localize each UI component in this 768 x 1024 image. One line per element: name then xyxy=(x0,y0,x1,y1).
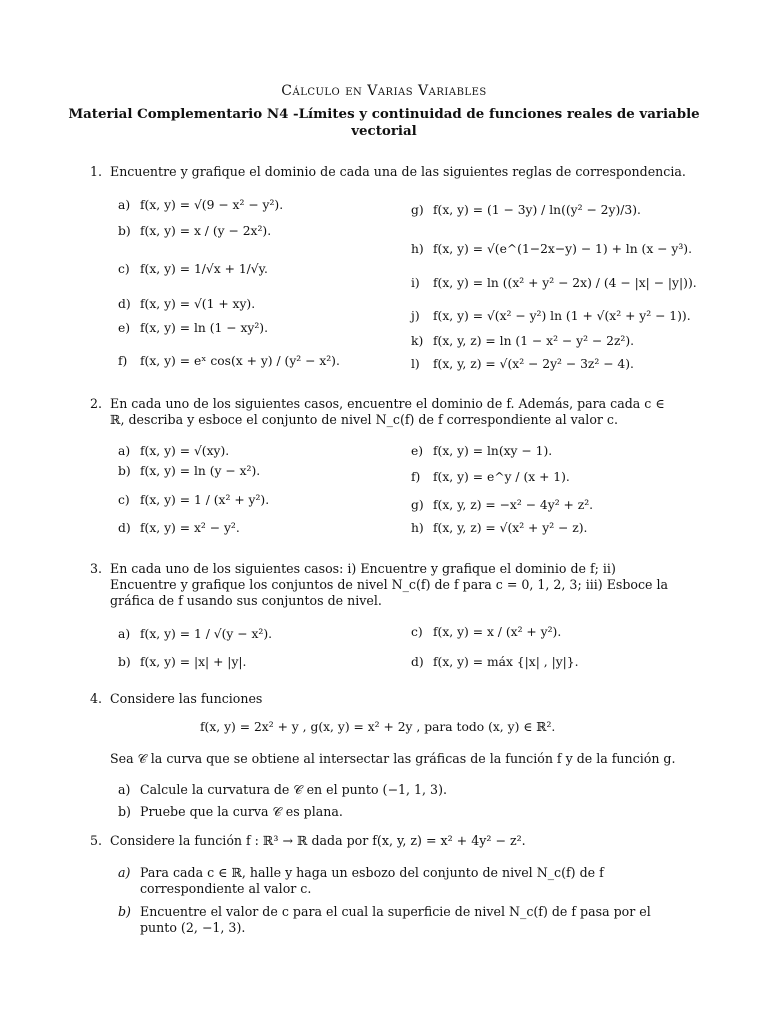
problem-1-item xyxy=(118,198,283,212)
problem-1-item xyxy=(118,297,255,311)
problem-2-item xyxy=(118,493,269,507)
item-expression: f(x, y) = x / (x² + y²). xyxy=(433,625,562,639)
document-title: Material Complementario N4 -Límites y continuidad de funciones reales de variable vectorial xyxy=(68,106,700,139)
item-label: b) xyxy=(118,904,131,919)
item-label: i) xyxy=(411,276,420,290)
item-label: l) xyxy=(411,357,420,371)
problem-4-equation: f(x, y) = 2x² + y , g(x, y) = x² + 2y , para todo (x, y) ∈ ℝ². xyxy=(200,720,556,734)
item-expression: f(x, y) = 1 / (x² + y²). xyxy=(140,493,270,507)
item-expression: f(x, y) = máx {|x| , |y|}. xyxy=(433,655,579,669)
problem-4-statement: Considere las funciones xyxy=(110,691,263,706)
problem-2-statement: En cada uno de los siguientes casos, encuentre el dominio de f. Además, para cada c ∈ ℝ, describa y esboce el conjunto de nivel N_c(f) de f correspondiente al valor c. xyxy=(110,396,665,427)
problem-3-item xyxy=(411,625,561,639)
problem-4-item xyxy=(118,782,447,798)
item-label: k) xyxy=(411,334,424,348)
item-expression: f(x, y) = ln ((x² + y² − 2x) / (4 − |x| − |y|)). xyxy=(433,276,697,290)
item-label: a) xyxy=(118,627,131,641)
problem-1-item xyxy=(118,224,271,238)
problem-4-number: 4. xyxy=(90,691,103,706)
item-expression: f(x, y) = ln (1 − xy²). xyxy=(140,321,268,335)
item-expression: f(x, y) = √(xy). xyxy=(140,444,230,458)
problem-4-continuation: Sea 𝒞 la curva que se obtiene al intersectar las gráficas de la función f y de la función g. xyxy=(110,751,676,766)
problem-3-item xyxy=(118,655,246,669)
item-text: Encuentre el valor de c para el cual la superficie de nivel N_c(f) de f pasa por el punto (2, −1, 3). xyxy=(140,904,651,935)
item-label: j) xyxy=(411,309,420,323)
problem-3-item xyxy=(411,655,579,669)
problem-2-item xyxy=(411,470,570,484)
item-expression: f(x, y) = 1 / √(y − x²). xyxy=(140,627,273,641)
item-expression: f(x, y) = √(9 − x² − y²). xyxy=(140,198,284,212)
item-expression: f(x, y) = eˣ cos(x + y) / (y² − x²). xyxy=(140,354,340,368)
problem-3-statement: En cada uno de los siguientes casos: i) Encuentre y grafique el dominio de f; ii) Encuentre y grafique los conjuntos de nivel N_c(f) de f para c = 0, 1, 2, 3; iii) Esboce la gráfica de f usando sus conjuntos de nivel. xyxy=(110,561,669,608)
item-label: f) xyxy=(411,470,421,484)
item-text: Pruebe que la curva 𝒞 es plana. xyxy=(140,804,343,819)
problem-1-item xyxy=(411,242,692,256)
item-expression: f(x, y) = x² − y². xyxy=(140,521,240,535)
item-expression: f(x, y) = ln(xy − 1). xyxy=(433,444,553,458)
problem-5-statement: Considere la función f : ℝ³ → ℝ dada por f(x, y, z) = x² + 4y² − z². xyxy=(110,833,526,848)
item-label: d) xyxy=(118,297,131,311)
item-expression: f(x, y) = (1 − 3y) / ln((y² − 2y)/3). xyxy=(433,203,641,217)
item-expression: f(x, y) = x / (y − 2x²). xyxy=(140,224,272,238)
item-label: e) xyxy=(118,321,131,335)
problem-1-item xyxy=(118,354,340,368)
item-expression: f(x, y) = |x| + |y|. xyxy=(140,655,247,669)
problem-1-item xyxy=(118,262,268,276)
problem-5-item xyxy=(118,865,682,897)
item-expression: f(x, y) = √(e^(1−2x−y) − 1) + ln (x − y³). xyxy=(433,242,692,256)
item-label: c) xyxy=(118,262,130,276)
problem-2-item xyxy=(118,521,240,535)
item-expression: f(x, y, z) = ln (1 − x² − y² − 2z²). xyxy=(433,334,635,348)
problem-1-item xyxy=(411,334,634,348)
problem-3-item xyxy=(118,627,272,641)
item-label: b) xyxy=(118,804,131,819)
item-expression: f(x, y, z) = √(x² + y² − z). xyxy=(433,521,588,535)
problem-2-item xyxy=(118,444,229,458)
item-expression: f(x, y) = √(1 + xy). xyxy=(140,297,256,311)
item-label: b) xyxy=(118,464,131,478)
problem-2-item xyxy=(118,464,260,478)
problem-3-number: 3. xyxy=(90,561,103,576)
item-expression: f(x, y) = e^y / (x + 1). xyxy=(433,470,570,484)
item-label: a) xyxy=(118,198,131,212)
item-expression: f(x, y) = √(x² − y²) ln (1 + √(x² + y² − 1)). xyxy=(433,309,691,323)
problem-1-item xyxy=(411,357,634,371)
problem-5-item xyxy=(118,904,682,936)
problem-5-number: 5. xyxy=(90,833,103,848)
problem-4-item xyxy=(118,804,343,820)
item-label: e) xyxy=(411,444,424,458)
problem-1-item xyxy=(411,276,697,290)
item-label: b) xyxy=(118,655,131,669)
course-title-text: Cálculo en Varias Variables xyxy=(281,83,487,99)
item-label: g) xyxy=(411,498,424,512)
problem-1-statement: Encuentre y grafique el dominio de cada una de las siguientes reglas de correspondencia. xyxy=(110,164,686,179)
item-label: d) xyxy=(411,655,424,669)
problem-2-item xyxy=(411,444,552,458)
problem-1-number: 1. xyxy=(90,164,103,179)
item-text: Para cada c ∈ ℝ, halle y haga un esbozo del conjunto de nivel N_c(f) de f correspondiente al valor c. xyxy=(140,865,604,896)
item-label: h) xyxy=(411,242,424,256)
problem-1-item xyxy=(411,203,641,217)
item-text: Calcule la curvatura de 𝒞 en el punto (−1, 1, 3). xyxy=(140,782,447,797)
problem-1-item xyxy=(118,321,268,335)
course-title xyxy=(0,83,768,99)
item-label: a) xyxy=(118,782,131,797)
item-label: a) xyxy=(118,865,131,880)
problem-1-item xyxy=(411,309,691,323)
item-expression: f(x, y, z) = √(x² − 2y² − 3z² − 4). xyxy=(433,357,634,371)
item-label: h) xyxy=(411,521,424,535)
item-label: a) xyxy=(118,444,131,458)
item-label: c) xyxy=(118,493,130,507)
item-label: d) xyxy=(118,521,131,535)
problem-2-item xyxy=(411,498,593,512)
problem-2-item xyxy=(411,521,587,535)
item-expression: f(x, y) = ln (y − x²). xyxy=(140,464,261,478)
item-expression: f(x, y, z) = −x² − 4y² + z². xyxy=(433,498,594,512)
problem-2-number: 2. xyxy=(90,396,103,411)
item-label: c) xyxy=(411,625,423,639)
item-expression: f(x, y) = 1/√x + 1/√y. xyxy=(140,262,268,276)
item-label: f) xyxy=(118,354,128,368)
item-label: b) xyxy=(118,224,131,238)
item-label: g) xyxy=(411,203,424,217)
